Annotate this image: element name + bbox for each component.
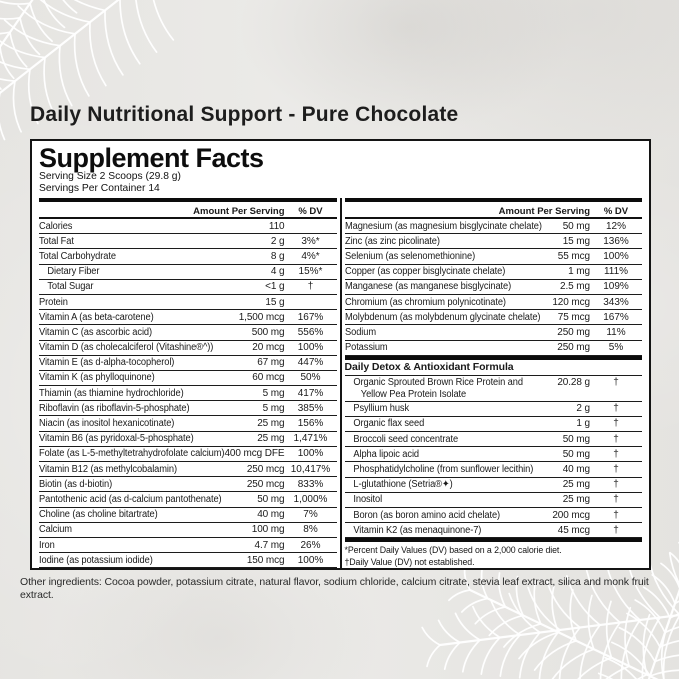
dv-value: 15%*: [298, 266, 323, 278]
dv-value: †: [613, 479, 619, 491]
table-row: [39, 523, 337, 538]
dv-value: †: [613, 403, 619, 415]
dv-value: †: [613, 433, 619, 445]
dv-value: 11%: [606, 326, 626, 338]
nutrient-name: Protein: [39, 296, 68, 308]
facts-column-left: [39, 198, 337, 568]
table-row: [345, 402, 643, 417]
amount-value: 1 mg: [568, 266, 590, 278]
amount-value: <1 g: [265, 281, 285, 293]
nutrient-name: Folate (as L-5-methyltetrahydrofolate calcium): [39, 448, 225, 460]
dv-value: †: [307, 281, 314, 293]
table-row: [345, 249, 643, 264]
amount-value: 50 mg: [562, 448, 590, 460]
amount-value: 20 mcg: [252, 342, 285, 354]
nutrient-name: Magnesium (as magnesium bisglycinate chelate): [344, 220, 542, 232]
amount-value: 50 mg: [562, 220, 590, 232]
amount-value: 200 mcg: [552, 509, 590, 521]
dv-value: †: [613, 524, 619, 536]
dv-value: 10,417%: [290, 463, 331, 475]
table-row: [39, 280, 337, 295]
amount-value: 250 mcg: [246, 463, 285, 475]
table-row: [39, 249, 337, 264]
dv-value: 5%: [608, 342, 624, 354]
table-row: [39, 401, 337, 416]
amount-value: 40 mg: [562, 464, 590, 476]
dv-value: 167%: [603, 311, 629, 323]
nutrient-name: Iron: [39, 539, 55, 551]
amount-value: 50 mg: [257, 493, 285, 505]
nutrient-name: Vitamin B6 (as pyridoxal-5-phosphate): [39, 433, 194, 445]
table-row: [39, 341, 337, 356]
amount-per-serving-header: Amount Per Serving: [193, 206, 285, 217]
amount-value: 40 mg: [257, 509, 285, 521]
dv-value: 1,000%: [293, 493, 328, 505]
amount-value: 75 mcg: [557, 311, 590, 323]
amount-value: 2 g: [270, 235, 285, 247]
nutrient-name: Total Fat: [39, 235, 74, 247]
amount-value: 60 mcg: [252, 372, 285, 384]
amount-value: 45 mcg: [557, 524, 590, 536]
other-ingredients: Other ingredients: Cocoa powder, potassium citrate, natural flavor, sodium chloride, calcium citrate, stevia leaf extract, silica and monk fruit extract.: [20, 576, 649, 601]
table-row: [345, 280, 643, 295]
detox-section-title: Daily Detox & Antioxidant Formula: [345, 360, 643, 376]
dv-value: 167%: [297, 311, 324, 323]
detox-section-rows: [345, 376, 643, 539]
nutrient-name: Calories: [39, 220, 73, 232]
nutrient-name: Organic flax seed: [352, 418, 424, 430]
table-row: [345, 376, 643, 402]
dv-value: 556%: [297, 326, 324, 338]
amount-value: 8 g: [270, 250, 285, 262]
table-row: [39, 325, 337, 340]
dv-value: 156%: [297, 418, 324, 430]
amount-value: 2.5 mg: [560, 281, 590, 293]
amount-per-serving-header: Amount Per Serving: [498, 206, 590, 217]
table-row: [39, 356, 337, 371]
servings-per-container: Servings Per Container 14: [39, 182, 160, 194]
nutrient-name: Selenium (as selenomethionine): [344, 250, 475, 262]
dv-value: 7%: [303, 509, 318, 521]
table-row: [345, 478, 643, 493]
amount-value: 150 mcg: [246, 554, 285, 566]
nutrient-name: Copper (as copper bisglycinate chelate): [344, 266, 505, 278]
column-divider: [340, 198, 342, 568]
nutrient-name: Niacin (as inositol hexanicotinate): [39, 418, 175, 430]
nutrient-name: Pantothenic acid (as d-calcium pantothenate): [39, 493, 222, 505]
nutrient-name: Potassium: [344, 342, 388, 354]
nutrient-name: Vitamin K2 (as menaquinone-7): [352, 524, 481, 536]
serving-size: Serving Size 2 Scoops (29.8 g): [39, 171, 181, 182]
dv-header: % DV: [298, 206, 323, 217]
table-row: [345, 295, 643, 310]
nutrient-name: Vitamin E (as d-alpha-tocopherol): [39, 357, 175, 369]
amount-value: 55 mcg: [557, 250, 590, 262]
amount-value: 110: [268, 220, 285, 232]
nutrient-name: Chromium (as chromium polynicotinate): [344, 296, 506, 308]
table-row: [39, 295, 337, 310]
nutrient-name: Thiamin (as thiamine hydrochloride): [39, 387, 184, 399]
dv-value: †: [613, 448, 619, 460]
amount-value: 4 g: [270, 266, 285, 278]
amount-value: 25 mg: [257, 418, 285, 430]
table-row: [39, 492, 337, 507]
amount-value: 1 g: [576, 418, 590, 430]
table-row: [39, 553, 337, 568]
amount-value: 250 mg: [557, 342, 590, 354]
table-row: [345, 310, 643, 325]
dv-value: 417%: [297, 387, 324, 399]
amount-value: 67 mg: [257, 357, 285, 369]
dv-value: 136%: [603, 235, 629, 247]
nutrient-name: Inositol: [352, 494, 382, 506]
nutrient-name: Organic Sprouted Brown Rice Protein and Yellow Pea Protein Isolate: [352, 376, 523, 400]
amount-value: 50 mg: [562, 433, 590, 445]
table-row: [345, 447, 643, 462]
table-row: [345, 234, 643, 249]
dv-value: 447%: [297, 357, 324, 369]
amount-value: 5 mg: [262, 387, 285, 399]
table-row: [39, 462, 337, 477]
dv-value: 3%*: [301, 235, 320, 247]
table-row: [39, 310, 337, 325]
nutrient-name: Dietary Fiber: [47, 266, 100, 278]
nutrient-name: Choline (as choline bitartrate): [39, 509, 158, 521]
column-header-right: [345, 204, 643, 219]
footnote-dv: *Percent Daily Values (DV) based on a 2,000 calorie diet.: [344, 545, 562, 556]
nutrient-name: Biotin (as d-biotin): [39, 478, 113, 490]
table-row: [39, 416, 337, 431]
table-row: [39, 371, 337, 386]
nutrient-name: Manganese (as manganese bisglycinate): [344, 281, 511, 293]
table-row: [345, 493, 643, 508]
table-row: [39, 508, 337, 523]
amount-value: 500 mg: [251, 326, 285, 338]
table-row: [345, 341, 643, 356]
nutrient-name: Vitamin B12 (as methylcobalamin): [39, 463, 177, 475]
left-rows: [39, 219, 337, 568]
amount-value: 120 mcg: [552, 296, 590, 308]
dv-value: 1,471%: [293, 433, 328, 445]
footnote-not-established: †Daily Value (DV) not established.: [344, 556, 475, 567]
supplement-facts-panel: [30, 139, 651, 570]
nutrient-name: Vitamin D (as cholecalciferol (Vitashine®^)): [39, 342, 214, 354]
dv-value: 100%: [297, 448, 324, 460]
nutrient-name: Broccoli seed concentrate: [352, 433, 458, 445]
column-header-left: [39, 204, 337, 219]
dv-value: 100%: [297, 342, 324, 354]
dv-value: 343%: [603, 296, 629, 308]
nutrient-name: Molybdenum (as molybdenum glycinate chelate): [344, 311, 540, 323]
nutrient-name: Alpha lipoic acid: [352, 448, 419, 460]
amount-value: 15 mg: [562, 235, 590, 247]
dv-value: 111%: [603, 266, 629, 278]
amount-value: 250 mcg: [246, 478, 285, 490]
amount-value: 1,500 mcg: [238, 311, 285, 323]
table-row: [345, 325, 643, 340]
dv-value: 4%*: [301, 250, 320, 262]
facts-column-right: [345, 198, 643, 568]
amount-value: 25 mg: [257, 433, 285, 445]
nutrient-name: Vitamin C (as ascorbic acid): [39, 326, 153, 338]
table-row: [39, 265, 337, 280]
nutrient-name: Vitamin K (as phylloquinone): [39, 372, 155, 384]
table-row: [39, 447, 337, 462]
table-row: [345, 432, 643, 447]
table-row: [345, 462, 643, 477]
dv-value: 109%: [603, 281, 629, 293]
footnotes: [345, 542, 643, 568]
amount-value: 2 g: [576, 403, 590, 415]
dv-value: 26%: [300, 539, 321, 551]
nutrient-name: Zinc (as zinc picolinate): [344, 235, 440, 247]
table-row: [39, 538, 337, 553]
amount-value: 25 mg: [562, 494, 590, 506]
nutrient-name: Psyllium husk: [352, 403, 409, 415]
nutrient-name: Riboflavin (as riboflavin-5-phosphate): [39, 402, 190, 414]
thick-rule: [39, 198, 337, 202]
nutrient-name: Iodine (as potassium iodide): [39, 554, 153, 566]
label-content: [30, 103, 651, 570]
dv-value: †: [613, 494, 619, 506]
nutrient-name: Vitamin A (as beta-carotene): [39, 311, 154, 323]
amount-value: 20.28 g: [557, 376, 590, 388]
amount-value: 400 mcg DFE: [224, 448, 285, 460]
amount-value: 4.7 mg: [254, 539, 285, 551]
nutrient-name: Calcium: [39, 524, 72, 536]
amount-value: 100 mg: [251, 524, 285, 536]
facts-columns: [39, 198, 642, 568]
dv-value: †: [613, 464, 619, 476]
table-row: [345, 417, 643, 432]
table-row: [39, 386, 337, 401]
right-rows: [345, 219, 643, 356]
table-row: [39, 219, 337, 234]
table-row: [39, 234, 337, 249]
dv-value: 100%: [297, 554, 324, 566]
nutrient-name: Phosphatidylcholine (from sunflower lecithin): [352, 464, 533, 476]
nutrient-name: Total Sugar: [47, 281, 94, 293]
dv-value: 12%: [605, 220, 626, 232]
dv-value: †: [613, 376, 619, 388]
dv-value: 833%: [297, 478, 324, 490]
dv-value: 385%: [297, 402, 324, 414]
nutrient-name: Boron (as boron amino acid chelate): [352, 509, 500, 521]
dv-value: 50%: [300, 372, 321, 384]
table-row: [39, 432, 337, 447]
amount-value: 25 mg: [562, 479, 590, 491]
amount-value: 5 mg: [262, 402, 285, 414]
dv-header: % DV: [603, 206, 629, 217]
dv-value: 8%: [303, 524, 318, 536]
page-title: Daily Nutritional Support - Pure Chocolate: [30, 103, 459, 126]
nutrient-name: Total Carbohydrate: [39, 250, 116, 262]
amount-value: 15 g: [265, 296, 285, 308]
nutrient-name: Sodium: [344, 326, 376, 338]
table-row: [345, 265, 643, 280]
dv-value: †: [613, 418, 619, 430]
nutrient-name: L-glutathione (Setria®✦): [352, 479, 453, 491]
table-row: [345, 523, 643, 538]
thick-rule: [345, 198, 643, 202]
supplement-facts-heading: Supplement Facts: [39, 143, 264, 173]
table-row: [39, 477, 337, 492]
table-row: [345, 219, 643, 234]
dv-value: 100%: [603, 250, 629, 262]
table-row: [345, 508, 643, 523]
dv-value: †: [613, 509, 619, 521]
amount-value: 250 mg: [557, 326, 590, 338]
